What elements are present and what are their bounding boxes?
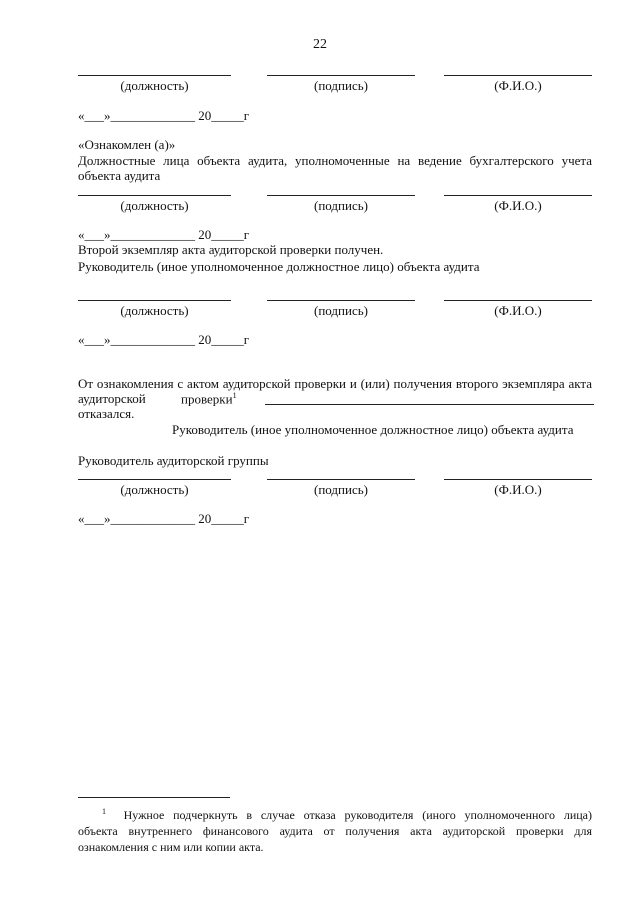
position-caption: (должность): [120, 482, 189, 497]
signature-caption: (подпись): [314, 303, 368, 318]
name-caption: (Ф.И.О.): [494, 198, 542, 213]
name-line: [444, 300, 592, 301]
position-caption: (должность): [120, 303, 189, 318]
head-object-caption: Руководитель (иное уполномоченное должностное лицо) объекта аудита: [172, 422, 574, 437]
signature-caption: (подпись): [314, 198, 368, 213]
footnote-line2: объекта внутреннего финансового аудита от получения акта аудиторской проверки для: [78, 824, 592, 838]
refusal-text-line1: От ознакомления с актом аудиторской проверки и (или) получения второго экземпляра акта: [78, 376, 592, 391]
signature-caption: (подпись): [314, 482, 368, 497]
footnote-marker: 1: [102, 807, 106, 816]
position-line: [78, 479, 231, 480]
second-copy-text: Второй экземпляр акта аудиторской проверки получен.: [78, 242, 384, 257]
page-number: 22: [313, 37, 327, 52]
officials-text-line2: объекта аудита: [78, 168, 161, 183]
officials-text-line1: Должностные лица объекта аудита, уполномоченные на ведение бухгалтерского учета: [78, 153, 592, 168]
footnote-reference: 1: [232, 391, 237, 400]
name-line: [444, 75, 592, 76]
name-line: [444, 479, 592, 480]
signature-caption: (подпись): [314, 78, 368, 93]
position-line: [78, 300, 231, 301]
refusal-word-check: проверки$^1$: [181, 391, 237, 407]
date-line: «___»_____________ 20_____г: [78, 227, 250, 242]
footnote-line3: ознакомления с ним или копии акта.: [78, 840, 264, 854]
signature-line: [267, 300, 415, 301]
position-line: [78, 75, 231, 76]
footnote: [78, 804, 592, 855]
date-line: «___»_____________ 20_____г: [78, 108, 250, 123]
acquainted-label: «Ознакомлен (а)»: [78, 137, 176, 152]
position-line: [78, 195, 231, 196]
name-caption: (Ф.И.О.): [494, 303, 542, 318]
name-line: [444, 195, 592, 196]
footnote-line1: $^1$ Нужное подчеркнуть в случае отказа руководителя (иного уполномоченного лица): [102, 807, 592, 822]
date-line: «___»_____________ 20_____г: [78, 511, 250, 526]
signature-line: [267, 195, 415, 196]
refusal-word-audit: аудиторской: [78, 391, 146, 406]
refused-text: отказался.: [78, 406, 135, 421]
head-object-label: Руководитель (иное уполномоченное должностное лицо) объекта аудита: [78, 259, 480, 274]
refusal-signature-line: [265, 404, 594, 405]
name-caption: (Ф.И.О.): [494, 78, 542, 93]
footnote-separator: [78, 797, 230, 798]
signature-line: [267, 479, 415, 480]
position-caption: (должность): [120, 78, 189, 93]
signature-line: [267, 75, 415, 76]
name-caption: (Ф.И.О.): [494, 482, 542, 497]
audit-group-head-label: Руководитель аудиторской группы: [78, 453, 269, 468]
date-line: «___»_____________ 20_____г: [78, 332, 250, 347]
position-caption: (должность): [120, 198, 189, 213]
